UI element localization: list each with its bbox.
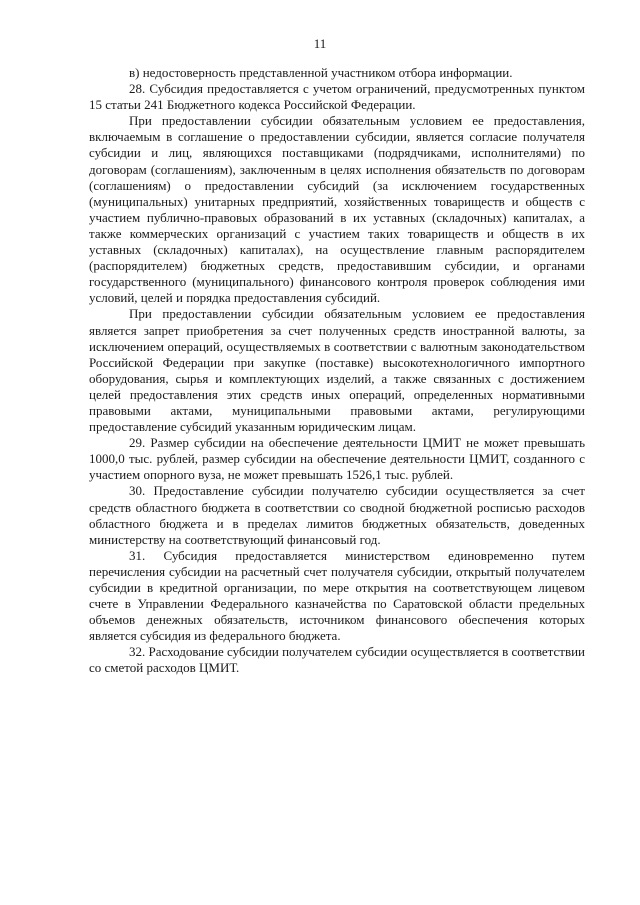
paragraph-29: 29. Размер субсидии на обеспечение деятельности ЦМИТ не может превышать 1000,0 тыс. рублей, размер субсидии на обеспечение деятельности ЦМИТ, созданного с участием опорного вуза, не может превышать 1526,1 тыс. рублей.: [89, 435, 585, 483]
paragraph-32: 32. Расходование субсидии получателем субсидии осуществляется в соответствии со сметой расходов ЦМИТ.: [89, 644, 585, 676]
paragraph-30: 30. Предоставление субсидии получателю субсидии осуществляется за счет средств областного бюджета в соответствии со сводной бюджетной росписью расходов областного бюджета и в пределах лимитов бюджетных обязательств, доведенных министерству на соответствующий финансовый год.: [89, 483, 585, 547]
document-body: [89, 65, 585, 677]
paragraph-control-consent: При предоставлении субсидии обязательным условием ее предоставления, включаемым в соглашение о предоставлении субсидии, является согласие получателя субсидии и лиц, являющихся поставщиками (подрядчиками, исполнителями) по договорам (соглашениям), заключенным в целях исполнения обязательств по договорам (соглашениям) о предоставлении субсидий (за исключением государственных (муниципальных) унитарных предприятий, хозяйственных товариществ и обществ с участием публично-правовых образований в их уставных (складочных) капиталах, а также коммерческих организаций с участием таких товариществ и обществ в их уставных (складочных) капиталах), на осуществление главным распорядителем (распорядителем) бюджетных средств, предоставившим субсидии, и органами государственного (муниципального) финансового контроля проверок соблюдения ими условий, целей и порядка предоставления субсидий.: [89, 113, 585, 306]
paragraph-31: 31. Субсидия предоставляется министерством единовременно путем перечисления субсидии на расчетный счет получателя субсидии, открытый получателем субсидии в кредитной организации, по мере открытия на соответствующем лицевом счете в Управлении Федерального казначейства по Саратовской области предельных объемов денежных обязательств, источником финансового обеспечения которых является субсидия из федерального бюджета.: [89, 547, 585, 644]
paragraph-28: 28. Субсидия предоставляется с учетом ограничений, предусмотренных пунктом 15 статьи 241 Бюджетного кодекса Российской Федерации.: [89, 81, 585, 113]
paragraph-currency-ban: При предоставлении субсидии обязательным условием ее предоставления является запрет приобретения за счет полученных средств иностранной валюты, за исключением операций, осуществляемых в соответствии с валютным законодательством Российской Федерации при закупке (поставке) высокотехнологичного импортного оборудования, сырья и комплектующих изделий, а также связанных с достижением целей предоставления этих средств иных операций, определенных нормативными правовыми актами, муниципальными правовыми актами, регулирующими предоставление субсидий указанным юридическим лицам.: [89, 306, 585, 435]
paragraph-item-v-clause: в) недостоверность представленной участником отбора информации.: [129, 65, 513, 80]
page-number: 11: [313, 36, 327, 51]
